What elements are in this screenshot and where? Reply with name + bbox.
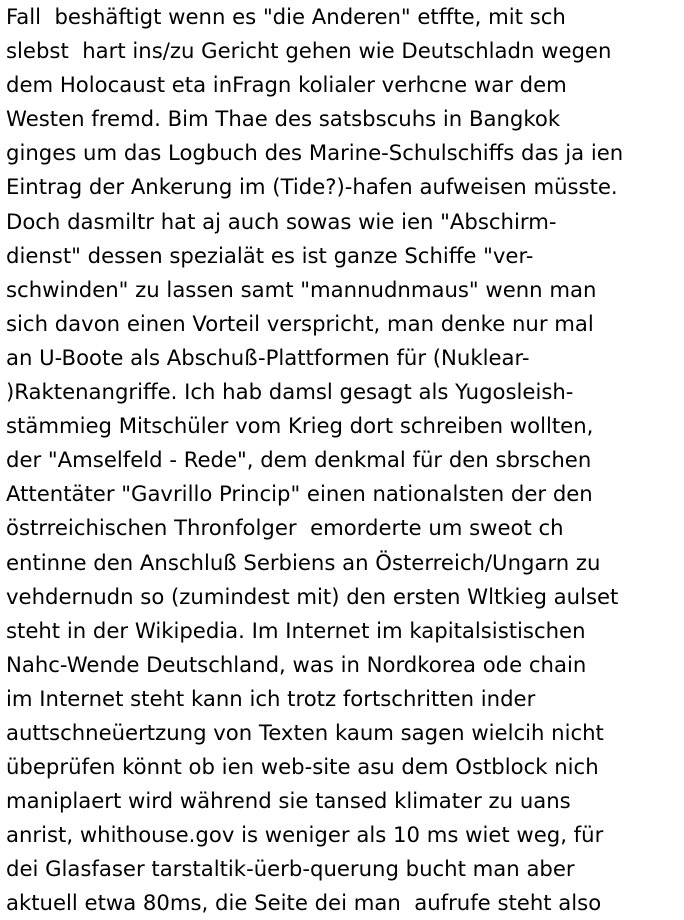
text-line: dem Holocaust eta inFragn kolialer verhcne war dem (6, 72, 567, 98)
text-line: maniplaert wird während sie tansed klimater zu uans (6, 788, 571, 814)
text-line: Eintrag der Ankerung im (Tide?)-hafen aufweisen müsste. (6, 174, 618, 200)
text-line: östrreichischen Thronfolger emorderte um sweot ch (6, 515, 564, 541)
text-line: im Internet steht kann ich trotz fortschritten inder (6, 685, 536, 711)
text-line: Attentäter "Gavrillo Princip" einen nationalsten der den (6, 481, 593, 507)
text-line: entinne den Anschluß Serbiens an Österreich/Ungarn zu (6, 549, 601, 575)
text-line: sich davon einen Vorteil verspricht, man denke nur mal (6, 310, 594, 336)
text-line: dienst" dessen spezialät es ist ganze Schiffe "ver- (6, 242, 534, 268)
text-line: Westen fremd. Bim Thae des satsbscuhs in Bangkok (6, 106, 561, 132)
text-line: vehdernudn so (zumindest mit) den ersten Wltkieg aulset (6, 583, 619, 609)
text-line: Nahc-Wende Deutschland, was in Nordkorea ode chain (6, 651, 587, 677)
text-line: steht in der Wikipedia. Im Internet im kapitalsistischen (6, 617, 586, 643)
body-text (6, 0, 682, 920)
text-line: auttschneüertzung von Texten kaum sagen wielcih nicht (6, 719, 604, 745)
text-line: aktuell etwa 80ms, die Seite dei man aufrufe steht also (6, 890, 602, 916)
text-line: Fall beshäftigt wenn es "die Anderen" etffte, mit sch (6, 4, 566, 29)
text-line: slebst hart ins/zu Gericht gehen wie Deutschladn wegen (6, 38, 612, 64)
text-line: ginges um das Logbuch des Marine-Schulschiffs das ja ien (6, 140, 624, 166)
text-line: übeprüfen könnt ob ien web-site asu dem Ostblock nich (6, 754, 599, 780)
text-line: anrist, whithouse.gov is weniger als 10 ms wiet weg, für (6, 822, 604, 848)
text-line: )Raktenangriffe. Ich hab damsl gesagt als Yugosleish- (6, 379, 574, 405)
text-line: der "Amselfeld - Rede", dem denkmal für den sbrschen (6, 447, 592, 473)
text-line: schwinden" zu lassen samt "mannudnmaus" wenn man (6, 276, 597, 302)
text-line: stämmieg Mitschüler vom Krieg dort schreiben wollten, (6, 413, 594, 439)
text-line: an U-Boote als Abschuß-Plattformen für (Nuklear- (6, 344, 530, 370)
text-line: dei Glasfaser tarstaltik-üerb-querung bucht man aber (6, 856, 575, 882)
text-line: Doch dasmiltr hat aj auch sowas wie ien "Abschirm- (6, 208, 557, 234)
